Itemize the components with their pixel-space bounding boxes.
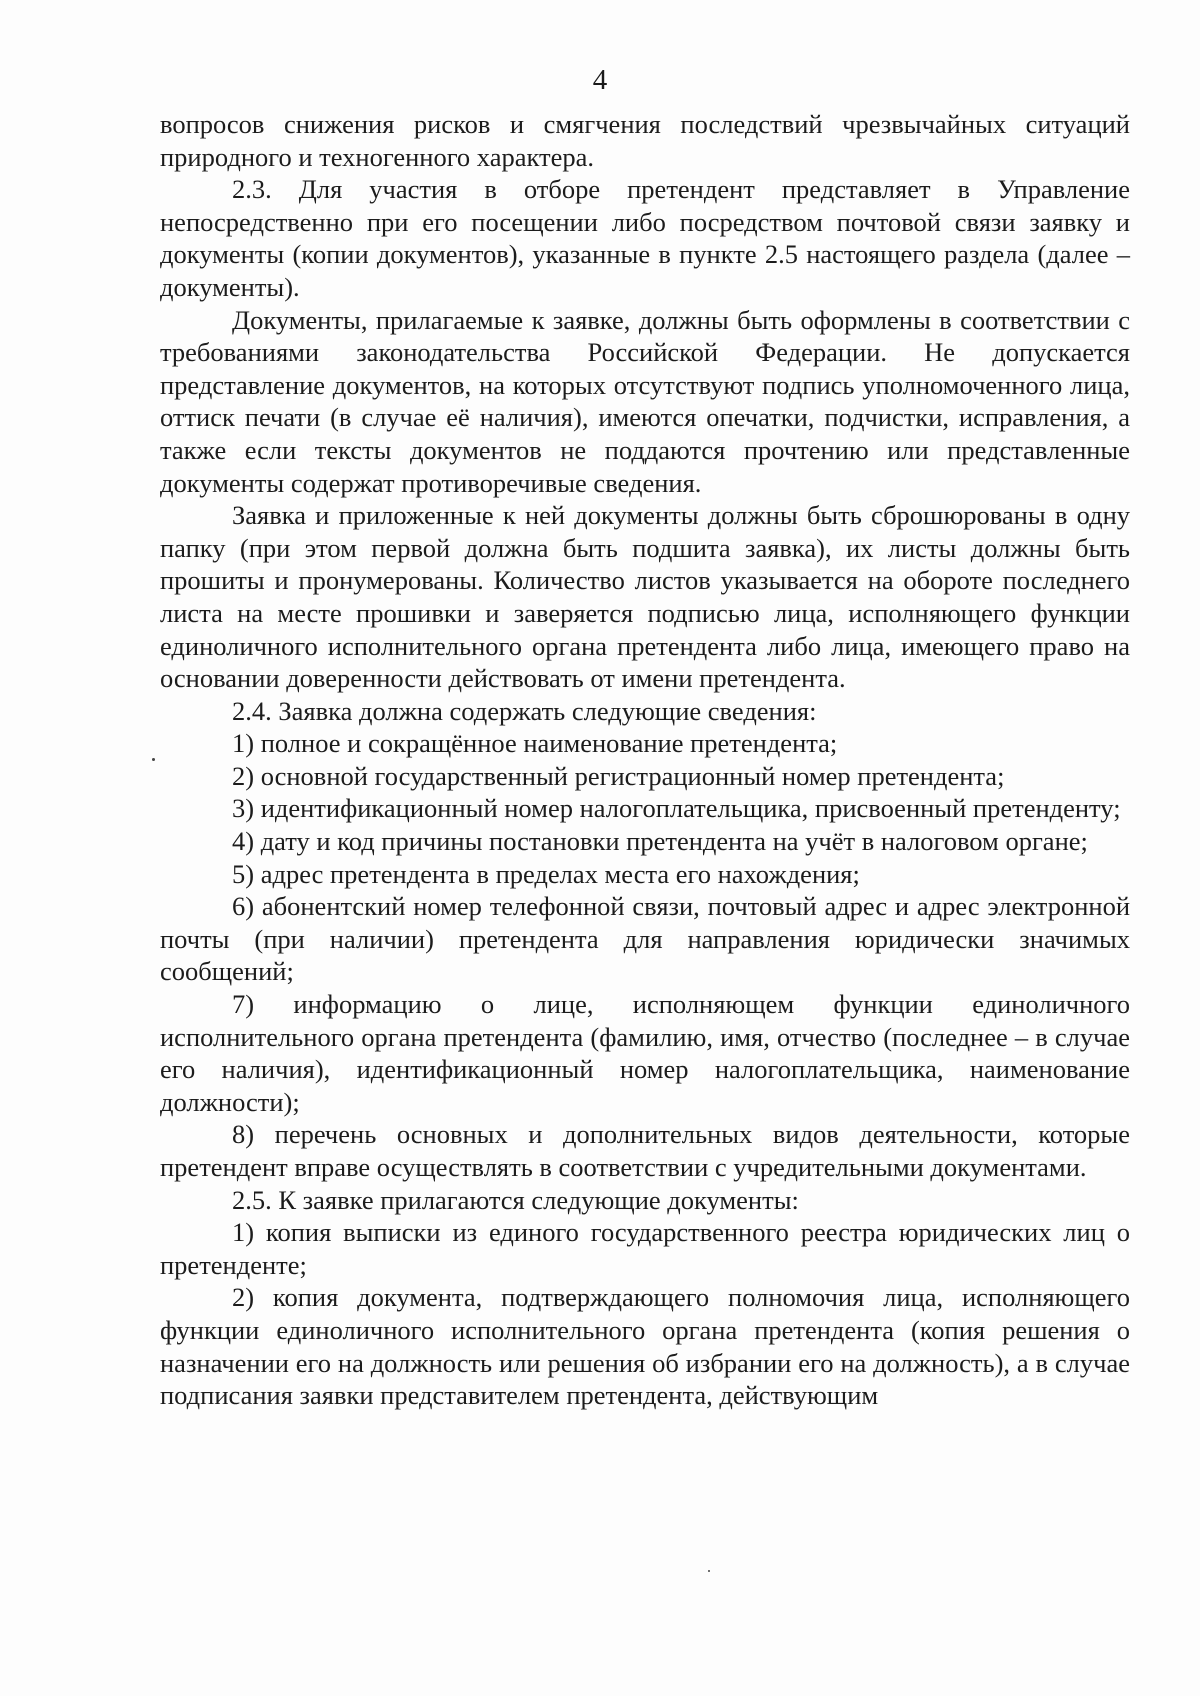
list-item-2-5-2: 2) копия документа, подтверждающего полномочия лица, исполняющего функции единоличного исполнительного органа претендента (копия решения о назначении его на должность или решения об избрании его на должность), а в случае подписания заявки представителем претендента, действующим: [160, 1282, 1130, 1411]
list-item-2-4-7: 7) информацию о лице, исполняющем функции единоличного исполнительного органа претендента (фамилию, имя, отчество (последнее – в случае его наличия), идентификационный номер налогоплательщика, наименование должности);: [160, 989, 1130, 1117]
paragraph-2-5: 2.5. К заявке прилагаются следующие документы:: [232, 1184, 799, 1215]
document-body: [160, 108, 1130, 1412]
scan-speck: [152, 758, 155, 761]
list-item-2-4-2: 2) основной государственный регистрационный номер претендента;: [232, 760, 1005, 791]
list-item-2-4-4: 4) дату и код причины постановки претендента на учёт в налоговом органе;: [232, 826, 1088, 857]
list-item-2-4-3: 3) идентификационный номер налогоплательщика, присвоенный претенденту;: [232, 793, 1121, 824]
scan-speck: [708, 1570, 710, 1572]
paragraph-binding-requirements: Заявка и приложенные к ней документы должны быть сброшюрованы в одну папку (при этом первой должна быть подшита заявка), их листы должны быть прошиты и пронумерованы. Количество листов указывается на обороте последнего листа на месте прошивки и заверяется подписью лица, исполняющего функции единоличного исполнительного органа претендента либо лица, имеющего право на основании доверенности действовать от имени претендента.: [160, 500, 1130, 694]
paragraph-continuation: вопросов снижения рисков и смягчения последствий чрезвычайных ситуаций природного и техногенного характера.: [160, 109, 1130, 172]
list-item-2-5-1: 1) копия выписки из единого государственного реестра юридических лиц о претенденте;: [160, 1217, 1130, 1280]
page-number: 4: [592, 64, 608, 96]
paragraph-2-4: 2.4. Заявка должна содержать следующие сведения:: [232, 695, 817, 726]
list-item-2-4-8: 8) перечень основных и дополнительных видов деятельности, которые претендент вправе осуществлять в соответствии с учредительными документами.: [160, 1119, 1130, 1182]
list-item-2-4-5: 5) адрес претендента в пределах места его нахождения;: [232, 858, 860, 889]
paragraph-2-3: 2.3. Для участия в отборе претендент представляет в Управление непосредственно при его посещении либо посредством почтовой связи заявку и документы (копии документов), указанные в пункте 2.5 настоящего раздела (далее – документы).: [160, 174, 1130, 302]
paragraph-documents-requirements: Документы, прилагаемые к заявке, должны быть оформлены в соответствии с требованиями законодательства Российской Федерации. Не допускается представление документов, на которых отсутствуют подпись уполномоченного лица, оттиск печати (в случае её наличия), имеются опечатки, подчистки, исправления, а также если тексты документов не поддаются прочтению или представленные документы содержат противоречивые сведения.: [160, 304, 1130, 498]
list-item-2-4-1: 1) полное и сокращённое наименование претендента;: [232, 728, 838, 759]
list-item-2-4-6: 6) абонентский номер телефонной связи, почтовый адрес и адрес электронной почты (при наличии) претендента для направления юридически значимых сообщений;: [160, 891, 1130, 987]
